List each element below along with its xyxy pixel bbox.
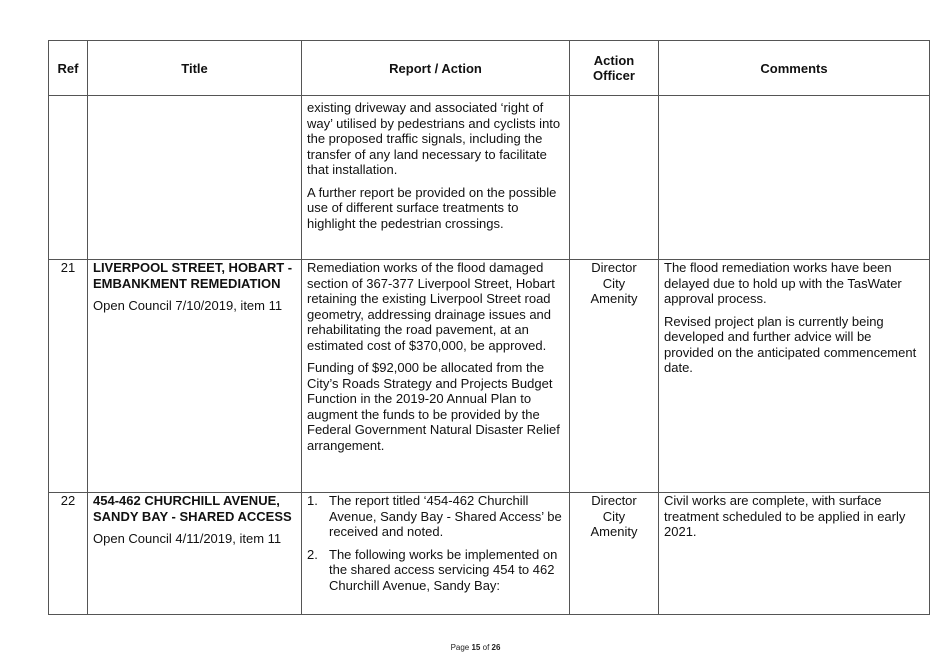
cell-title	[88, 96, 302, 260]
officer-line: Director	[591, 493, 637, 508]
page-current: 15	[471, 643, 481, 652]
cell-ref: 21	[49, 260, 88, 493]
action-list-item	[307, 493, 564, 540]
cell-comments	[659, 96, 930, 260]
officer-line: Amenity	[590, 291, 638, 306]
header-report-action: Report / Action	[302, 41, 570, 96]
header-action-officer	[570, 41, 659, 96]
meeting-reference: Open Council 4/11/2019, item 11	[93, 531, 282, 546]
comment-paragraph: Civil works are complete, with surface treatment scheduled to be applied in early 2021.	[664, 493, 906, 539]
report-paragraph: existing driveway and associated ‘right of way’ utilised by pedestrians and cyclists into the proposed traffic signals, including the transfer of any land necessary to facilitate that installation.	[307, 100, 561, 177]
report-paragraph: Remediation works of the flood damaged section of 367-377 Liverpool Street, Hobart retaining the existing Liverpool Street road geometry, addressing drainage issues and rehabilitating the road pavement, at an estimated cost of $370,000, be approved.	[307, 260, 555, 353]
officer-line: City	[602, 275, 626, 291]
cell-comments	[659, 260, 930, 493]
comment-paragraph: The flood remediation works have been delayed due to hold up with the TasWater approval process.	[664, 260, 902, 306]
header-comments: Comments	[659, 41, 930, 96]
cell-title	[88, 493, 302, 615]
table-row	[49, 493, 930, 615]
minutes-action-table	[48, 40, 930, 615]
action-list-item	[307, 547, 564, 594]
action-text: The report titled ‘454-462 Churchill Avenue, Sandy Bay - Shared Access’ be received and noted.	[329, 493, 562, 539]
cell-report	[302, 493, 570, 615]
cell-title	[88, 260, 302, 493]
action-text: The following works be implemented on the shared access servicing 454 to 462 Churchill Avenue, Sandy Bay:	[329, 546, 558, 593]
cell-ref: 22	[49, 493, 88, 615]
cell-report	[302, 260, 570, 493]
header-officer-line1: Action	[593, 53, 635, 68]
cell-report	[302, 96, 570, 260]
table-row	[49, 260, 930, 493]
action-number: 1.	[307, 493, 318, 508]
action-number: 2.	[307, 546, 318, 562]
officer-line: City	[602, 508, 626, 524]
cell-comments	[659, 493, 930, 615]
of-label: of	[482, 643, 490, 652]
header-ref: Ref	[49, 41, 88, 96]
header-officer-line2: Officer	[593, 68, 635, 83]
header-title: Title	[88, 41, 302, 96]
item-title: 454-462 CHURCHILL AVENUE, SANDY BAY - SHARED ACCESS	[93, 493, 292, 524]
officer-line: Director	[591, 260, 637, 275]
report-paragraph: A further report be provided on the possible use of different surface treatments to highlight the pedestrian crossings.	[307, 184, 557, 231]
action-list	[307, 493, 564, 593]
cell-officer	[570, 493, 659, 615]
cell-ref	[49, 96, 88, 260]
meeting-reference: Open Council 7/10/2019, item 11	[93, 298, 283, 313]
comment-paragraph: Revised project plan is currently being developed and further advice will be provided on the anticipated commencement date.	[664, 313, 917, 375]
cell-officer	[570, 260, 659, 493]
officer-line: Amenity	[590, 524, 638, 539]
page-total: 26	[491, 643, 501, 652]
table-header-row	[49, 41, 930, 96]
item-title: LIVERPOOL STREET, HOBART - EMBANKMENT REMEDIATION	[93, 260, 293, 291]
cell-officer	[570, 96, 659, 260]
report-paragraph: Funding of $92,000 be allocated from the City’s Roads Strategy and Projects Budget Function in the 2019-20 Annual Plan to augment the funds to be provided by the Federal Government Natural Disaster Relief arrangement.	[307, 360, 560, 453]
page-footer	[0, 643, 951, 652]
table-row-continuation	[49, 96, 930, 260]
page-label: Page	[450, 643, 470, 652]
